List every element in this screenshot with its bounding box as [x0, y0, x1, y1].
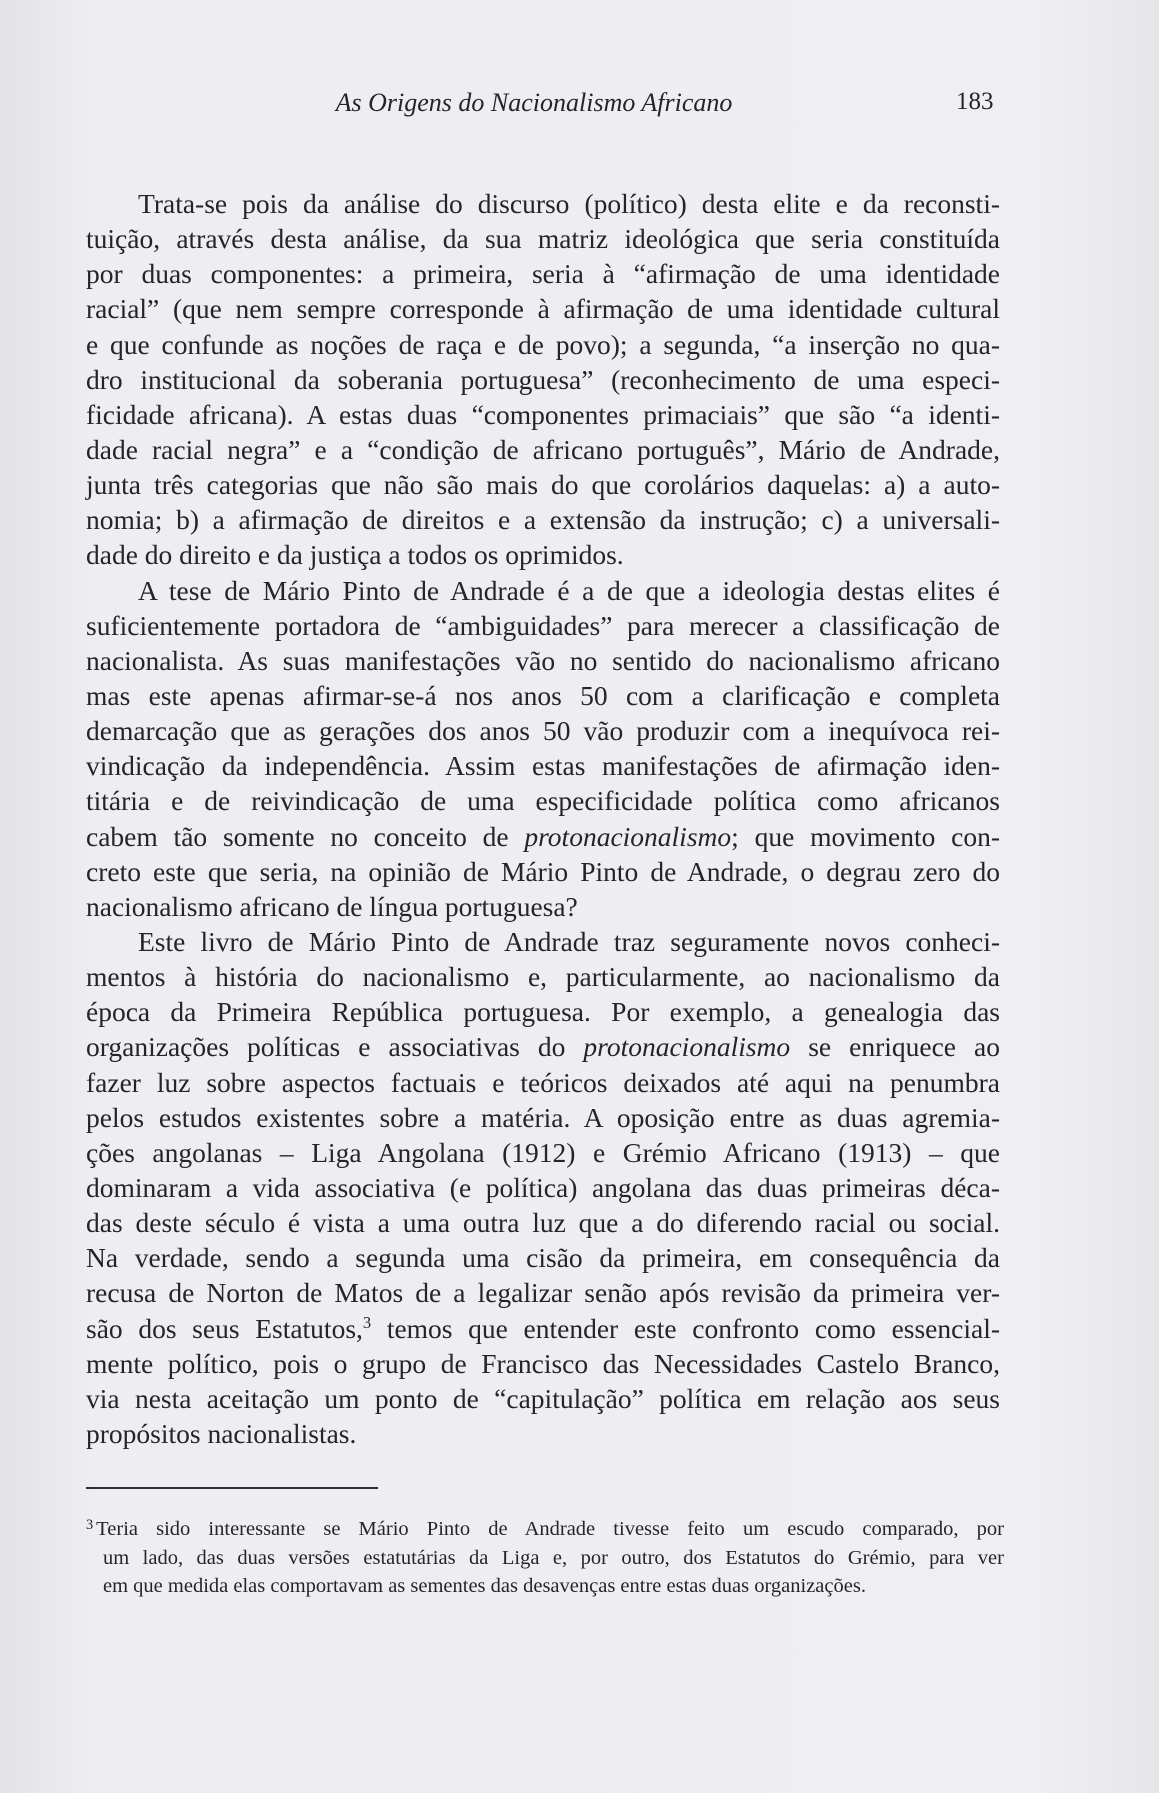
running-title: As Origens do Nacionalismo Africano	[335, 88, 733, 117]
footnote	[86, 1515, 1004, 1601]
footnote-text: em que medida elas comportavam as sementes das desavenças entre estas duas organizações.	[103, 1575, 866, 1597]
text-line: das deste século é vista a uma outra luz que a do diferendo racial ou social.	[86, 1207, 1000, 1239]
text-line: Na verdade, sendo a segunda uma cisão da primeira, em consequência da	[86, 1242, 1000, 1274]
italic-term: protonacionalismo	[583, 1031, 791, 1063]
text-line: propósitos nacionalistas.	[86, 1417, 357, 1449]
text-line	[86, 1029, 1000, 1064]
text-line: via nesta aceitação um ponto de “capitulação” política em relação aos seus	[86, 1382, 1000, 1414]
text-line: creto este que seria, na opinião de Mário Pinto de Andrade, o degrau zero do	[86, 855, 1000, 887]
text-line: Este livro de Mário Pinto de Andrade traz seguramente novos conheci-	[138, 925, 1000, 957]
text-line: dro institucional da soberania portuguesa” (reconhecimento de uma especi-	[86, 363, 1000, 395]
text-line: época da Primeira República portuguesa. Por exemplo, a genealogia das	[86, 996, 1000, 1028]
text-line: fazer luz sobre aspectos factuais e teóricos deixados até aqui na penumbra	[86, 1066, 1000, 1098]
text-line: Trata-se pois da análise do discurso (político) desta elite e da reconsti-	[138, 188, 1000, 219]
footnote-line	[86, 1572, 1004, 1601]
text-line: ções angolanas – Liga Angolana (1912) e Grémio Africano (1913) – que	[86, 1136, 1000, 1168]
text-segment: temos que entender este confronto como essencial-	[371, 1312, 1000, 1344]
footnote-line	[86, 1544, 1004, 1573]
page-number: 183	[956, 88, 994, 115]
text-line: vindicação da independência. Assim estas manifestações de afirmação iden-	[86, 750, 1000, 782]
text-segment: organizações políticas e associativas do	[86, 1031, 584, 1063]
footnote-mark: 3	[86, 1516, 94, 1533]
text-line: nacionalista. As suas manifestações vão no sentido do nacionalismo africano	[86, 644, 1000, 676]
text-line	[86, 819, 1000, 854]
footnote-line	[86, 1515, 1004, 1544]
text-line: mente político, pois o grupo de Francisco das Necessidades Castelo Branco,	[86, 1347, 1000, 1379]
italic-term: protonacionalismo	[524, 820, 732, 852]
text-line: nomia; b) a afirmação de direitos e a extensão da instrução; c) a universali-	[86, 504, 1000, 536]
text-line: pelos estudos existentes sobre a matéria. A oposição entre as duas agremia-	[86, 1101, 1000, 1133]
footnote-text: Teria sido interessante se Mário Pinto de Andrade tivesse feito um escudo comparado, por	[96, 1518, 1004, 1540]
text-line: demarcação que as gerações dos anos 50 vão produzir com a inequívoca rei-	[86, 715, 1000, 747]
text-line: dade racial negra” e a “condição de africano português”, Mário de Andrade,	[86, 433, 1000, 465]
text-segment: ; que movimento con-	[731, 820, 1000, 852]
text-line: A tese de Mário Pinto de Andrade é a de que a ideologia destas elites é	[138, 574, 1000, 606]
text-line: ficidade africana). A estas duas “componentes primaciais” que são “a identi-	[86, 398, 1000, 430]
text-line: mentos à história do nacionalismo e, particularmente, ao nacionalismo da	[86, 961, 1000, 993]
body-text	[86, 186, 1000, 1451]
text-line: dominaram a vida associativa (e política) angolana das duas primeiras déca-	[86, 1171, 1000, 1203]
text-line: titária e de reivindicação de uma especificidade política como africanos	[86, 785, 1000, 817]
text-segment: são dos seus Estatutos,	[86, 1312, 363, 1344]
text-line: e que confunde as noções de raça e de povo); a segunda, “a inserção no qua-	[86, 328, 1000, 360]
text-line	[86, 1311, 1000, 1346]
text-line: tuição, através desta análise, da sua matriz ideológica que seria constituída	[86, 223, 1000, 255]
text-segment: se enriquece ao	[790, 1031, 1000, 1063]
footnote-reference[interactable]: 3	[362, 1312, 372, 1332]
text-line: nacionalismo africano de língua portuguesa?	[86, 890, 578, 922]
text-line: junta três categorias que não são mais do que corolários daquelas: a) a auto-	[86, 469, 1000, 501]
text-line: suficientemente portadora de “ambiguidades” para merecer a classificação de	[86, 609, 1000, 641]
footnote-divider	[86, 1487, 378, 1489]
text-line: recusa de Norton de Matos de a legalizar senão após revisão da primeira ver-	[86, 1277, 1000, 1309]
text-line: dade do direito e da justiça a todos os oprimidos.	[86, 539, 624, 571]
text-line: racial” (que nem sempre corresponde à afirmação de uma identidade cultural	[86, 293, 1000, 325]
text-segment: cabem tão somente no conceito de	[86, 820, 525, 852]
footnote-text: um lado, das duas versões estatutárias da Liga e, por outro, dos Estatutos do Grémio, para ver	[103, 1546, 1004, 1569]
text-line: mas este apenas afirmar-se-á nos anos 50 com a clarificação e completa	[86, 679, 1000, 711]
text-line: por duas componentes: a primeira, seria à “afirmação de uma identidade	[86, 258, 1000, 290]
